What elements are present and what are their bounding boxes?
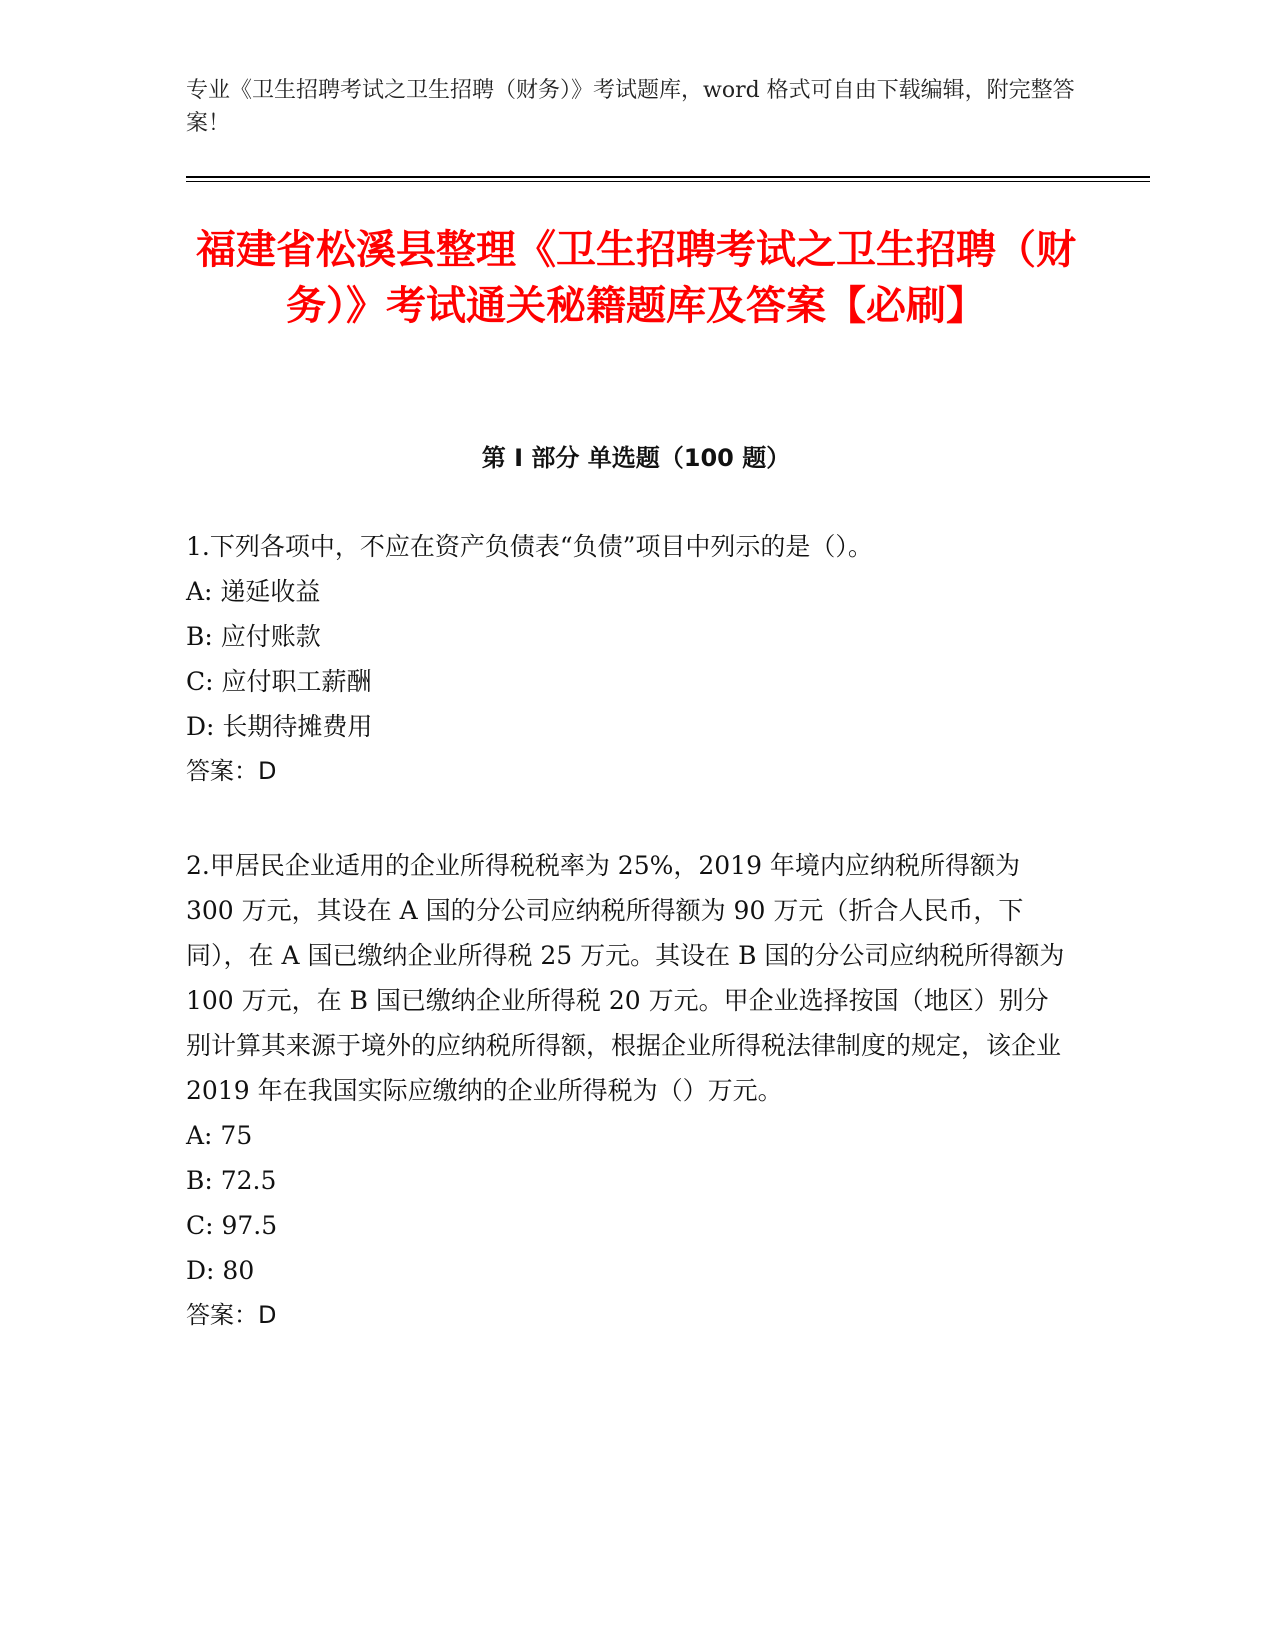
question-stem: 1.下列各项中，不应在资产负债表“负债”项目中列示的是（）。	[186, 532, 873, 561]
option-a: A: 递延收益	[186, 577, 321, 606]
question-2	[186, 843, 1066, 1338]
question-1	[186, 524, 1066, 794]
header-rule-thin	[186, 181, 1150, 182]
section-heading: 第 I 部分 单选题（100 题）	[481, 444, 791, 472]
option-c: C: 97.5	[186, 1211, 278, 1240]
header-note: 专业《卫生招聘考试之卫生招聘（财务）》考试题库，word 格式可自由下载编辑，附完整答案！	[186, 78, 1075, 136]
option-c: C: 应付职工薪酬	[186, 667, 372, 696]
option-a: A: 75	[186, 1121, 253, 1150]
answer: 答案：D	[186, 1301, 277, 1329]
question-stem: 2.甲居民企业适用的企业所得税税率为 25%，2019 年境内应纳税所得额为 300 万元，其设在 A 国的分公司应纳税所得额为 90 万元（折合人民币，下同），在 A 国已缴纳企业所得税 25 万元。其设在 B 国的分公司应纳税所得额为 100 万元，在 B 国已缴纳企业所得税 20 万元。甲企业选择按国（地区）别分别计算其来源于境外的应纳税所得额，根据企业所得税法律制度的规定，该企业 2019 年在我国实际应缴纳的企业所得税为（）万元。	[186, 851, 1065, 1105]
header-rule-thick	[186, 176, 1150, 178]
document-title: 福建省松溪县整理《卫生招聘考试之卫生招聘（财务）》考试通关秘籍题库及答案【必刷】	[196, 227, 1076, 329]
option-d: D: 长期待摊费用	[186, 712, 373, 741]
option-b: B: 72.5	[186, 1166, 277, 1195]
option-b: B: 应付账款	[186, 622, 321, 651]
answer: 答案：D	[186, 757, 277, 785]
option-d: D: 80	[186, 1256, 255, 1285]
